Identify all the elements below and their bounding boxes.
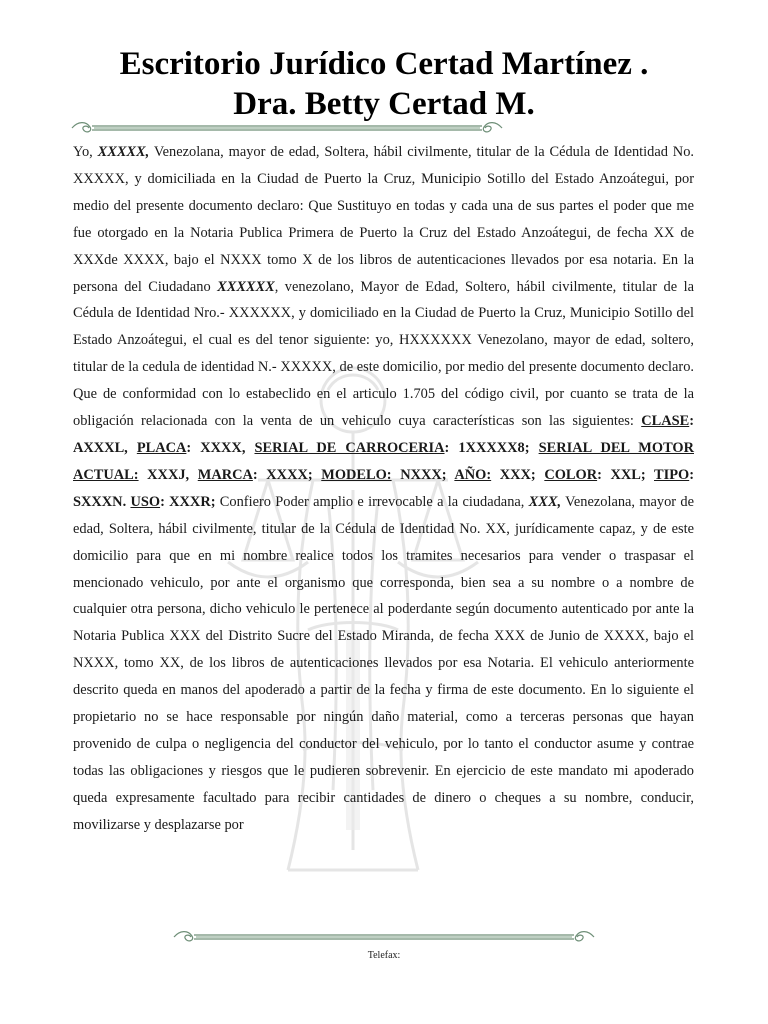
body-text-segment: Confiero Poder amplio e irrevocable a la ciudadana, — [215, 493, 529, 510]
grantor-name: XXXXX, — [97, 144, 150, 160]
tipo-value: : SXXXN. — [73, 466, 694, 510]
marca-value: : XXXX; — [252, 466, 322, 483]
bottom-flourish-divider — [170, 928, 598, 946]
clase-value: : AXXXL, — [73, 413, 694, 456]
power-of-attorney-body — [73, 139, 694, 839]
clase-label: CLASE — [641, 413, 690, 430]
marca-label: MARCA — [197, 466, 253, 483]
serial-motor-label: SERIAL DEL MOTOR ACTUAL: — [73, 439, 694, 483]
uso-label: USO — [130, 493, 161, 510]
substitute-name: XXXXXX — [217, 278, 275, 295]
serial-motor-value: XXXJ, — [138, 466, 198, 483]
color-value: : XXL; — [597, 466, 655, 483]
modelo-label: MODELO: — [321, 466, 392, 483]
letterhead-attorney-name: Dra. Betty Certad M. — [233, 86, 535, 122]
placa-label: PLACA — [136, 439, 187, 456]
anio-label: AÑO: — [454, 466, 492, 483]
letterhead — [0, 44, 768, 124]
attorney-in-fact-name: XXX, — [528, 493, 562, 510]
body-text-segment: Venezolana, mayor de edad, Soltera, hábil civilmente, titular de la Cédula de Identidad No. XX, jurídicamente capaz, y de este domicilio para que en mi nombre realice todos los tramites necesarios para vender o traspasar el mencionado vehiculo, por ante el organismo que corresponda, bien sea a su nombre o a nombre de cualquier otra persona, dicho vehiculo le pertenece al poderdante según documento autenticado por ante la Notaria Publica XXX del Distrito Sucre del Estado Miranda, de fecha XXX de Junio de XXXX, bajo el NXXX, tomo XX, de los libros de autenticaciones llevados por esa Notaria. El vehiculo anteriormente descrito queda en manos del apoderado a partir de la fecha y firma de este documento. En lo siguiente el propietario no se hace responsable por ningún daño material, como a terceras personas que hayan provenido de culpa o negligencia del conductor del vehiculo, por lo tanto el conductor asume y contrae todas las obligaciones y riesgos que le pudieren sobrevenir. En ejercicio de este mandato mi apoderado queda expresamente facultado para recibir cantidades de dinero o cheques a su nombre, conducir, movilizarse y desplazarse por — [73, 493, 694, 833]
footer-telefax: Telefax: — [367, 950, 401, 961]
uso-value: : XXXR; — [160, 493, 216, 510]
serial-carroceria-value: : 1XXXXX8; — [444, 439, 539, 456]
anio-value: XXX; — [491, 466, 545, 483]
top-flourish-divider — [68, 119, 506, 137]
color-label: COLOR — [544, 466, 598, 483]
placa-value: : XXXX, — [186, 439, 255, 456]
body-text-segment: Yo, — [73, 144, 98, 160]
modelo-value: NXXX; — [391, 466, 455, 483]
tipo-label: TIPO — [654, 466, 690, 483]
serial-carroceria-label: SERIAL DE CARROCERIA — [254, 439, 445, 456]
letterhead-firm-name: Escritorio Jurídico Certad Martínez . — [119, 46, 649, 82]
body-text-segment: , venezolano, Mayor de Edad, Soltero, hábil civilmente, titular de la Cédula de Identidad Nro.- XXXXXX, y domiciliado en la Ciudad de Puerto la Cruz, Municipio Sotillo del Estado Anzoátegui, el cual es del tenor siguiente: yo, HXXXXXX Venezolano, mayor de edad, soltero, titular de la cedula de identidad N.- XXXXX, de este domicilio, por medio del presente documento declaro. Que de conformidad con lo estabeclido en el articulo 1.705 del código civil, por cuanto se trata de la obligación relacionada con la venta de un vehiculo cuya características son las siguientes: — [73, 278, 694, 430]
body-text-segment: Venezolana, mayor de edad, Soltera, hábil civilmente, titular de la Cédula de Identidad No. XXXXX, y domiciliada en la Ciudad de Puerto la Cruz, Municipio Sotillo del Estado Anzoátegui, por medio del presente documento declaro: Que Sustituyo en todas y cada una de sus partes el poder que me fue otorgado en la Notaria Publica Primera de Puerto la Cruz del Estado Anzoátegui, de fecha XX de XXXde XXXX, bajo el NXXX tomo X de los libros de autenticaciones llevados por esa notaria. En la persona del Ciudadano — [73, 144, 694, 295]
